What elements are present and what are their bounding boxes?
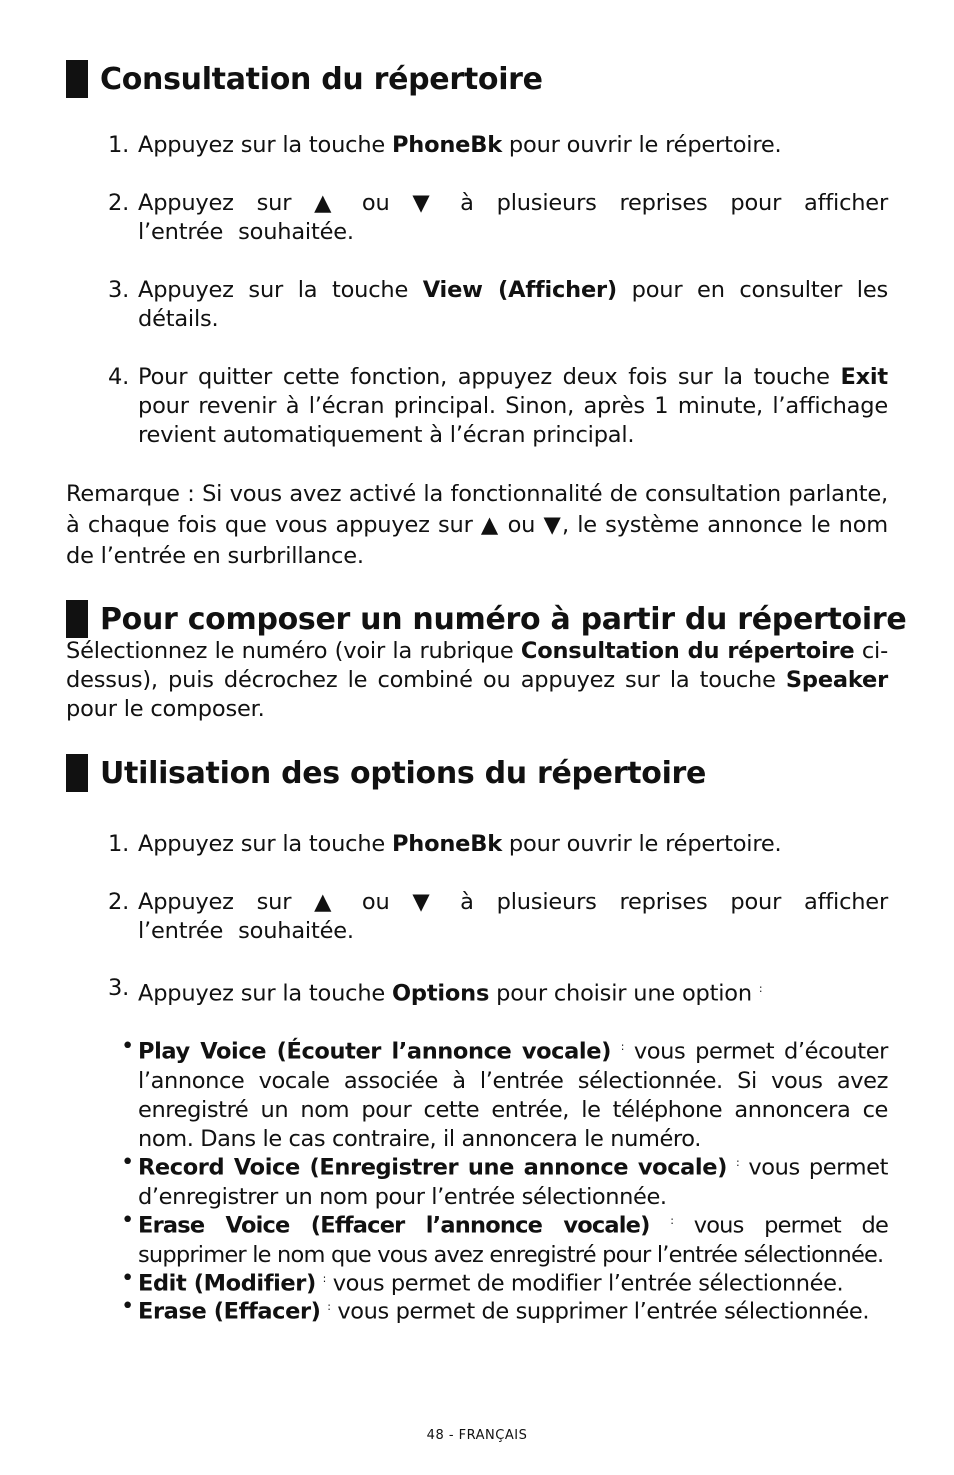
step-text: Appuyez sur la touche PhoneBk pour ouvrir le répertoire.: [138, 831, 782, 857]
step-1: [108, 131, 888, 160]
heading-text: Pour composer un numéro à partir du répertoire: [100, 601, 907, 637]
step-text: Appuyez sur ▲ ou ▼ à plusieurs reprises pour afficher l’entrée souhaitée.: [138, 190, 888, 245]
step-3: [108, 276, 888, 334]
step-number: 2.: [108, 190, 130, 216]
option-bullet-record-voice: • Record Voice (Enregistrer une annonce vocale) : vous permet d’enregistrer un nom pour l’entrée sélectionnée.: [121, 1149, 888, 1210]
step-text: Appuyez sur la touche View (Afficher) pour en consulter les détails.: [138, 277, 888, 332]
heading-text: Utilisation des options du répertoire: [100, 755, 707, 791]
step-number: 3.: [108, 975, 130, 1001]
options-step-2: [108, 888, 888, 946]
heading-bar-icon: [66, 754, 88, 792]
step-number: 1.: [108, 132, 130, 158]
section-heading-options: [66, 754, 706, 792]
step-number: 1.: [108, 831, 130, 857]
step-number: 4.: [108, 364, 130, 390]
bullet-icon: •: [121, 1207, 134, 1233]
note-paragraph: Remarque : Si vous avez activé la fonctionnalité de consultation parlante, à chaque fois que vous appuyez sur ▲ ou ▼, le système annonce le nom de l’entrée en surbrillance.: [66, 481, 888, 569]
heading-bar-icon: [66, 600, 88, 638]
option-bullet-edit: • Edit (Modifier) : vous permet de modifier l’entrée sélectionnée.: [121, 1265, 844, 1297]
bullet-icon: •: [121, 1265, 134, 1291]
option-bullet-erase: • Erase (Effacer) : vous permet de supprimer l’entrée sélectionnée.: [121, 1293, 870, 1325]
step-text: Appuyez sur la touche Options pour choisir une option :: [138, 980, 763, 1007]
step-number: 2.: [108, 889, 130, 915]
step-number: 3.: [108, 277, 130, 303]
step-text: Pour quitter cette fonction, appuyez deux fois sur la touche Exit pour revenir à l’écran principal. Sinon, après 1 minute, l’affichage revient automatiquement à l’écran principal.: [138, 364, 888, 448]
section-heading-consultation: [66, 60, 543, 98]
section-heading-composer: [66, 600, 906, 638]
page-footer: 48 - FRANÇAIS: [426, 1428, 528, 1443]
option-bullet-play-voice: • Play Voice (Écouter l’annonce vocale) : vous permet d’écouter l’annonce vocale associée à l’entrée sélectionnée. Si vous avez enregistré un nom pour cette entrée, le téléphone annoncera ce nom. Dans le cas contraire, il annoncera le numéro.: [121, 1033, 888, 1152]
option-bullet-erase-voice: • Erase Voice (Effacer l’annonce vocale) : vous permet de supprimer le nom que vous avez enregistré pour l’entrée sélectionnée.: [121, 1207, 888, 1268]
bullet-icon: •: [121, 1149, 134, 1175]
composer-paragraph: Sélectionnez le numéro (voir la rubrique Consultation du répertoire ci-dessus), puis décrochez le combiné ou appuyez sur la touche Speaker pour le composer.: [66, 638, 889, 722]
step-4: [108, 363, 888, 450]
step-2: [108, 189, 888, 247]
heading-bar-icon: [66, 60, 88, 98]
step-text: Appuyez sur ▲ ou ▼ à plusieurs reprises pour afficher l’entrée souhaitée.: [138, 889, 888, 944]
options-step-3: [108, 974, 888, 1009]
bullet-icon: •: [121, 1293, 134, 1319]
heading-text: Consultation du répertoire: [100, 61, 543, 97]
options-step-1: [108, 830, 888, 859]
bullet-icon: •: [121, 1033, 134, 1059]
step-text: Appuyez sur la touche PhoneBk pour ouvrir le répertoire.: [138, 132, 782, 158]
